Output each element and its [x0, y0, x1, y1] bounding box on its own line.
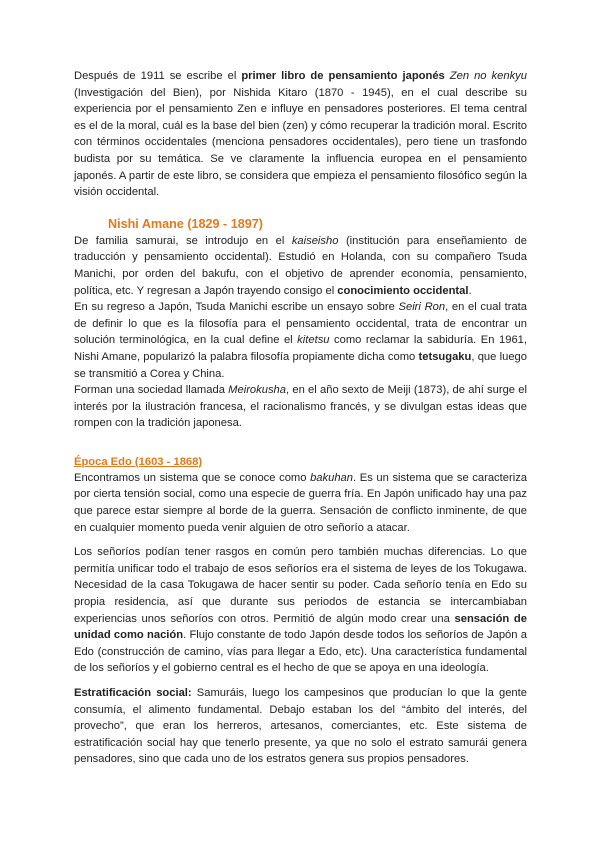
bold-text: tetsugaku: [418, 350, 472, 363]
text-span: . Flujo constante de todo Japón desde todos los señoríos de Japón a Edo (construcción de camino, vías para llegar a Edo, etc). Una característica fundamental de los señoríos y el gobierno central es el hecho de que se apoya en una ideología.: [74, 629, 527, 675]
section-heading-epoca-edo: Época Edo (1603 - 1868): [74, 455, 203, 468]
text-span: como reclamar la sabiduría. En 1961, Nishi Amane, popularizó la palabra filosofía propiamente dicha como: [74, 334, 528, 363]
nishi-paragraph-1: [74, 233, 527, 299]
text-span: , en el cual trata de definir lo que es la filosofía para el pensamiento occidental, trata de encontrar un solución terminológica, en la cual define el: [74, 301, 528, 347]
italic-text: kitetsu: [297, 334, 330, 347]
document-page: [74, 68, 527, 768]
text-span: De familia samurai, se introdujo en el: [74, 234, 292, 247]
edo-paragraph-1: [74, 470, 527, 536]
text-span: En su regreso a Japón, Tsuda Manichi escribe un ensayo sobre: [74, 301, 399, 314]
italic-text: kaiseisho: [291, 234, 339, 247]
text-span: Samuráis, luego los campesinos que producían lo que la gente consumía, el alimento fundamental. Debajo estaban los del “ámbito del interés, del provecho”, que eran los herreros, artesanos, comerciantes, etc. Este sistema de estratificación social hay que tenerlo presente, ya que no solo el estrato samurái genera pensadores, sino que cada uno de los estratos genera sus propios pensadores.: [74, 687, 527, 766]
bold-text: Estratificación social:: [74, 687, 192, 699]
text-span: Forman una sociedad llamada: [74, 384, 229, 397]
text-span: Encontramos un sistema que se conoce como: [74, 471, 311, 484]
text-span: .: [468, 284, 472, 297]
text-span: Después de 1911 se escribe el: [74, 70, 242, 82]
section-heading-nishi-amane: Nishi Amane (1829 - 1897): [108, 216, 263, 231]
bold-text: primer libro de pensamiento japonés: [241, 70, 445, 82]
bold-text: sensación de unidad como nación: [74, 612, 527, 642]
bold-text: conocimiento occidental: [337, 284, 469, 297]
text-span: , en el año sexto de Meiji (1873), de ahí surge el interés por la ilustración francesa, el racionalismo francés, y se divulgan estas ideas que rompen con la tradición japonesa.: [74, 384, 527, 430]
italic-text: bakuhan: [310, 471, 354, 484]
nishi-paragraph-3: [74, 382, 527, 432]
edo-paragraph-2: [74, 544, 527, 677]
italic-text: Meirokusha: [228, 384, 286, 397]
text-span: , que luego se transmitió a Corea y China.: [74, 350, 527, 380]
text-span: (institución para enseñamiento de traducción y pensamiento occidental). Estudió en Holanda, con su compañero Tsuda Manichi, por orden del bakufu, con el objetivo de aprender economía, pensamiento, política, etc. Y regresan a Japón trayendo consigo el: [74, 234, 527, 297]
text-span: . Es un sistema que se caracteriza por cierta tensión social, como una especie de guerra fría. En Japón unificado hay una paz que parece estar siempre al borde de la guerra. Sensación de conflicto inminente, de que en cualquier momento pueda venir alguien de otro señorío a atacar.: [74, 471, 528, 534]
intro-paragraph: [74, 68, 527, 201]
italic-text: Zen no kenkyu: [449, 70, 527, 82]
text-span: (Investigación del Bien), por Nishida Kitaro (1870 - 1945), en el cual describe su experiencia por el pensamiento Zen e influye en pensadores posteriores. El tema central es el de la moral, cuál es la base del bien (zen) y cómo recuperar la tradición moral. Escrito con términos occidentales (menciona pensadores occidentales), pero tiene un trasfondo budista por su temática. Se ve claramente la influencia europea en el pensamiento japonés. A partir de este libro, se considera que empieza el pensamiento filosófico según la visión occidental.: [74, 86, 527, 199]
italic-text: Seiri Ron: [398, 301, 446, 314]
text-span: Los señoríos podían tener rasgos en común pero también muchas diferencias. Lo que permitía unificar todo el trabajo de esos señoríos era el sistema de leyes de los Tokugawa. Necesidad de la casa Tokugawa de hacer sentir su poder. Cada señorío tenía en Edo su propia residencia, así que durante sus periodos de estancia se intercambiaban experiencias unos señoríos con otros. Permitió de algún modo crear una: [74, 546, 527, 625]
nishi-paragraph-2: [74, 299, 527, 382]
edo-paragraph-3: [74, 685, 527, 768]
